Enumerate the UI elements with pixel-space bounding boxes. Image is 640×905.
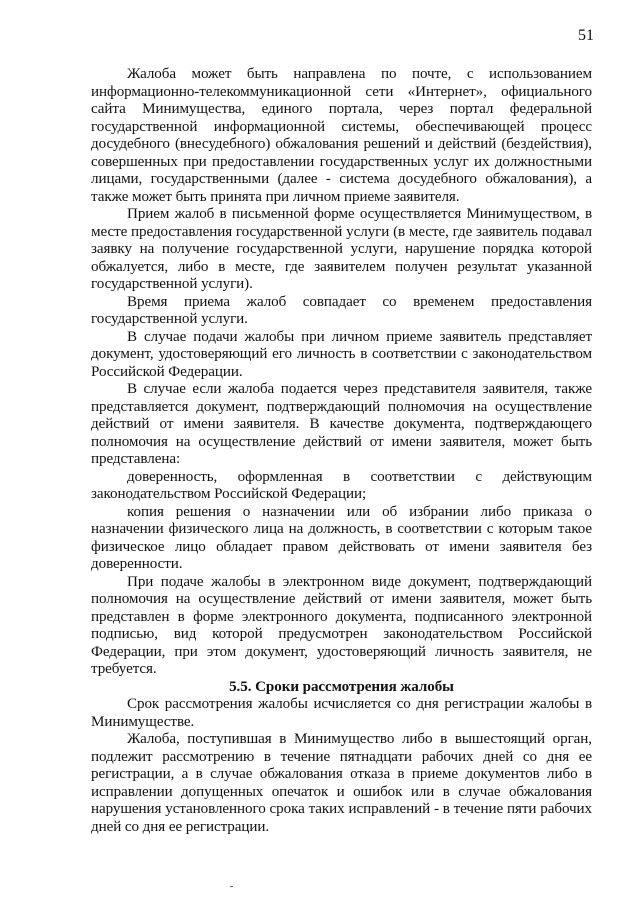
page-number: 51 bbox=[578, 27, 594, 44]
paragraph-written-complaints: Прием жалоб в письменной форме осуществляется Минимуществом, в месте предоставления государственной услуги (в месте, где заявитель подавал заявку на получение государственной услуги, нарушение порядка которой обжалуется, либо в месте, где заявителем получен результат указанной государственной услуги). bbox=[91, 206, 592, 292]
paragraph-power-of-attorney: доверенность, оформленная в соответствии с действующим законодательством Российской Федерации; bbox=[91, 468, 592, 502]
scan-mark bbox=[230, 886, 233, 887]
document-body bbox=[91, 66, 592, 836]
paragraph-reception-time: Время приема жалоб совпадает со временем предоставления государственной услуги. bbox=[91, 293, 592, 327]
paragraph-appointment-copy: копия решения о назначении или об избрании либо приказа о назначении физического лица на должность, в соответствии с которым такое физическое лицо обладает правом действовать от имени заявителя без доверенности. bbox=[91, 503, 592, 572]
paragraph-review-period: Жалоба, поступившая в Минимущество либо в вышестоящий орган, подлежит рассмотрению в течение пятнадцати рабочих дней со дня ее регистрации, а в случае обжалования отказа в приеме документов либо в исправлении допущенных опечаток и ошибок или в случае обжалования нарушения установленного срока таких исправлений - в течение пяти рабочих дней со дня ее регистрации. bbox=[91, 731, 592, 835]
paragraph-personal-reception: В случае подачи жалобы при личном приеме заявитель представляет документ, удостоверяющий его личность в соответствии с законодательством Российской Федерации. bbox=[91, 328, 592, 380]
paragraph-complaint-channels: Жалоба может быть направлена по почте, с использованием информационно-телекоммуникационной сети «Интернет», официального сайта Минимущества, единого портала, через портал федеральной государственной информационной системы, обеспечивающей процесс досудебного (внесудебного) обжалования решений и действий (бездействия), совершенных при предоставлении государственных услуг их должностными лицами, государственными (далее - система досудебного обжалования), а также может быть принята при личном приеме заявителя. bbox=[91, 66, 592, 205]
section-heading: 5.5. Сроки рассмотрения жалобы bbox=[229, 678, 454, 695]
paragraph-representative: В случае если жалоба подается через представителя заявителя, также представляется документ, подтверждающий полномочия на осуществление действий от имени заявителя. В качестве документа, подтверждающего полномочия на осуществление действий от имени заявителя, может быть представлена: bbox=[91, 381, 592, 467]
paragraph-electronic-form: При подаче жалобы в электронном виде документ, подтверждающий полномочия на осуществление действий от имени заявителя, может быть представлен в форме электронного документа, подписанного электронной подписью, вид которой предусмотрен законодательством Российской Федерации, при этом документ, удостоверяющий личность заявителя, не требуется. bbox=[91, 573, 592, 677]
paragraph-review-start: Срок рассмотрения жалобы исчисляется со дня регистрации жалобы в Минимуществе. bbox=[91, 696, 592, 730]
